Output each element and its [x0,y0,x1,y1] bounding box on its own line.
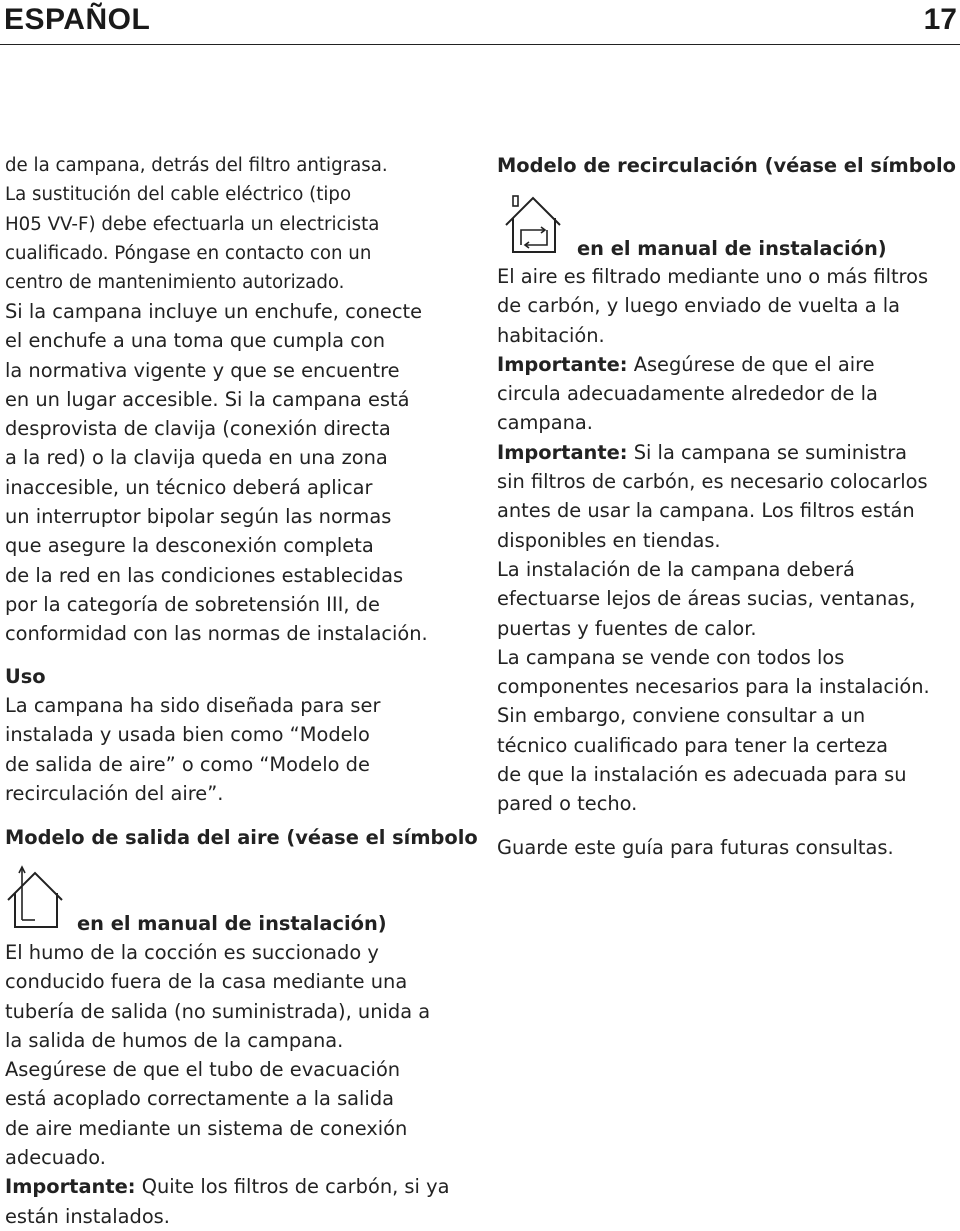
text-line: La instalación de la campana deberá [497,557,855,581]
uso-heading: Uso [5,665,46,688]
text-line: de que la instalación es adecuada para su [497,763,907,787]
intro-paragraph [5,151,388,297]
recirculation-model-heading: Modelo de recirculación (véase el símbolo [497,154,956,177]
text-line: de la red en las condiciones establecidas [5,563,404,587]
text-line: el enchufe a una toma que cumpla con [5,329,386,353]
text-line: la normativa vigente y que se encuentre [5,358,400,382]
text-line: de salida de aire” o como “Modelo de [5,752,370,776]
text-line: circula adecuadamente alrededor de la [497,382,878,406]
text-line: Asegúrese de que el tubo de evacuación [5,1058,401,1082]
text-line: adecuado. [5,1146,106,1170]
recirculation-paragraph [497,262,930,819]
text-line: conducido fuera de la casa mediante una [5,970,408,994]
text-line: técnico cualificado para tener la certeza [497,733,888,757]
text-line: La campana se vende con todos los [497,645,845,669]
important-text: Asegúrese de que el aire [627,352,875,376]
important-text: Si la campana se suministra [627,440,908,464]
text-line: componentes necesarios para la instalación. [497,675,930,699]
recirculation-house-icon [503,190,565,256]
text-line: de la campana, detrás del filtro antigrasa. [5,155,388,176]
text-line: disponibles en tiendas. [497,528,721,552]
important-label: Importante: [5,1175,136,1199]
text-line: a la red) o la clavija queda en una zona [5,446,388,470]
outlet-model-heading-cont: en el manual de instalación) [77,912,387,935]
text-line: cualificado. Póngase en contacto con un [5,242,372,264]
text-line: están instalados. [5,1204,170,1228]
important-text: Quite los filtros de carbón, si ya [135,1175,450,1199]
text-line: de carbón, y luego enviado de vuelta a la [497,294,901,318]
important-label: Importante: [497,440,628,464]
text-line: El aire es filtrado mediante uno o más filtros [497,265,929,288]
outlet-model-heading: Modelo de salida del aire (véase el símbolo [5,826,478,849]
closing-note [497,833,894,862]
text-line: tubería de salida (no suministrada), unida a [5,999,431,1023]
text-line: que asegure la desconexión completa [5,534,374,558]
recirculation-model-heading-cont: en el manual de instalación) [577,237,887,260]
text-line: por la categoría de sobretensión III, de [5,592,380,616]
uso-paragraph [5,691,380,808]
page-header [0,0,960,45]
outlet-house-icon [5,865,67,931]
text-line: centro de mantenimiento autorizado. [5,272,345,294]
text-line: conformidad con las normas de instalación. [5,622,428,646]
text-line: Si la campana incluye un enchufe, conecte [5,300,423,323]
page-number: 17 [923,3,957,36]
text-line: La campana ha sido diseñada para ser [5,694,381,717]
important-note [497,438,930,467]
text-line: habitación. [497,323,605,347]
text-line: sin filtros de carbón, es necesario colocarlos [497,470,928,494]
text-line: está acoplado correctamente a la salida [5,1087,395,1111]
text-line: puertas y fuentes de calor. [497,616,757,640]
plug-paragraph [5,297,428,649]
text-line: Guarde este guía para futuras consultas. [497,836,894,859]
text-line: instalada y usada bien como “Modelo [5,723,370,747]
text-line: H05 VV-F) debe efectuarla un electricista [5,213,380,235]
text-line: campana. [497,411,593,435]
text-line: Sin embargo, conviene consultar a un [497,704,866,728]
text-line: El humo de la cocción es succionado y [5,941,379,964]
text-line: inaccesible, un técnico deberá aplicar [5,475,373,499]
text-line: efectuarse lejos de áreas sucias, ventanas, [497,587,916,611]
section-label: ESPAÑOL [4,3,151,36]
text-line: un interruptor bipolar según las normas [5,505,392,529]
important-note [5,1172,449,1201]
important-label: Importante: [497,352,628,376]
text-line: la salida de humos de la campana. [5,1028,344,1052]
text-line: pared o techo. [497,792,638,816]
text-line: antes de usar la campana. Los filtros están [497,499,915,523]
outlet-paragraph [5,938,449,1231]
text-line: desprovista de clavija (conexión directa [5,417,391,441]
text-line: La sustitución del cable eléctrico (tipo [5,184,352,206]
text-line: recirculación del aire”. [5,781,224,805]
text-line: de aire mediante un sistema de conexión [5,1116,408,1140]
text-line: en un lugar accesible. Si la campana está [5,387,410,411]
important-note [497,350,930,379]
